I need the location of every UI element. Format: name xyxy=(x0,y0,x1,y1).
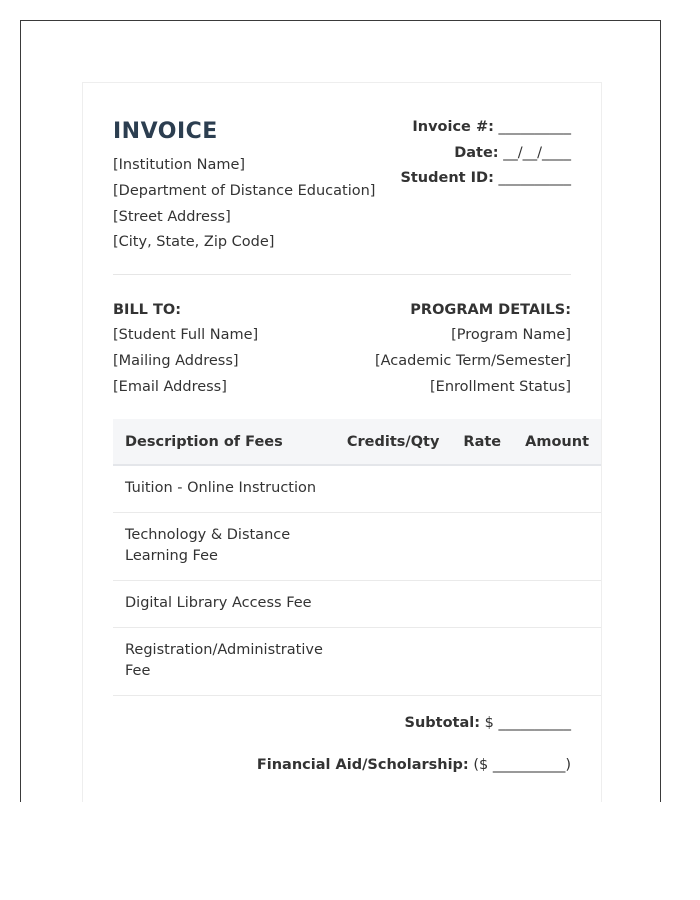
enrollment-status: [Enrollment Status] xyxy=(430,379,571,395)
fee-qty[interactable] xyxy=(335,628,452,696)
fee-amount[interactable] xyxy=(513,628,601,696)
fee-rate[interactable] xyxy=(451,465,513,513)
date-row xyxy=(454,140,571,166)
fee-rate[interactable] xyxy=(451,513,513,581)
academic-term: [Academic Term/Semester] xyxy=(374,353,571,369)
student-id-label: Student ID: xyxy=(400,170,494,186)
date-field[interactable]: __/__/____ xyxy=(503,145,571,161)
institution-name: [Institution Name] xyxy=(113,157,246,173)
fee-amount[interactable] xyxy=(513,513,601,581)
program-name: [Program Name] xyxy=(451,327,571,343)
page-frame xyxy=(20,20,661,802)
student-id-field[interactable]: __________ xyxy=(498,170,571,186)
bill-to-heading: BILL TO: xyxy=(113,302,181,318)
financial-aid-label: Financial Aid/Scholarship: xyxy=(256,757,469,773)
fee-amount[interactable] xyxy=(513,465,601,513)
table-row xyxy=(113,513,601,581)
invoice-number-row xyxy=(412,114,571,140)
financial-aid-field[interactable]: ($ __________) xyxy=(473,757,571,773)
fees-table xyxy=(113,419,601,696)
fee-description: Digital Library Access Fee xyxy=(113,581,335,628)
subtotal-row xyxy=(405,715,571,731)
fee-qty[interactable] xyxy=(335,513,452,581)
program-details-heading: PROGRAM DETAILS: xyxy=(410,302,571,318)
invoice-title: INVOICE xyxy=(113,119,218,144)
mailing-address: [Mailing Address] xyxy=(113,353,239,369)
student-id-row xyxy=(400,165,571,191)
fee-qty[interactable] xyxy=(335,581,452,628)
fee-rate[interactable] xyxy=(451,628,513,696)
invoice-number-label: Invoice #: xyxy=(412,119,494,135)
invoice-number-field[interactable]: __________ xyxy=(498,119,571,135)
subtotal-field[interactable]: $ __________ xyxy=(484,715,571,731)
fee-description: Tuition - Online Instruction xyxy=(113,465,335,513)
fee-rate[interactable] xyxy=(451,581,513,628)
table-row xyxy=(113,581,601,628)
date-label: Date: xyxy=(454,145,499,161)
column-header-amount: Amount xyxy=(513,419,601,465)
student-full-name: [Student Full Name] xyxy=(113,327,259,343)
city-state-zip: [City, State, Zip Code] xyxy=(113,234,275,250)
column-header-description: Description of Fees xyxy=(113,419,335,465)
financial-aid-row xyxy=(257,757,571,773)
fee-description: Registration/Administrative Fee xyxy=(113,628,335,696)
header-divider xyxy=(113,274,571,275)
fees-table-header xyxy=(113,419,601,465)
column-header-rate: Rate xyxy=(451,419,513,465)
fee-qty[interactable] xyxy=(335,465,452,513)
fee-amount[interactable] xyxy=(513,581,601,628)
invoice-sheet xyxy=(82,82,602,802)
column-header-qty: Credits/Qty xyxy=(335,419,452,465)
email-address: [Email Address] xyxy=(113,379,227,395)
subtotal-label: Subtotal: xyxy=(404,715,481,731)
table-row xyxy=(113,628,601,696)
street-address: [Street Address] xyxy=(113,209,231,225)
department-name: [Department of Distance Education] xyxy=(113,183,376,199)
fee-description: Technology & Distance Learning Fee xyxy=(113,513,335,581)
table-row xyxy=(113,465,601,513)
